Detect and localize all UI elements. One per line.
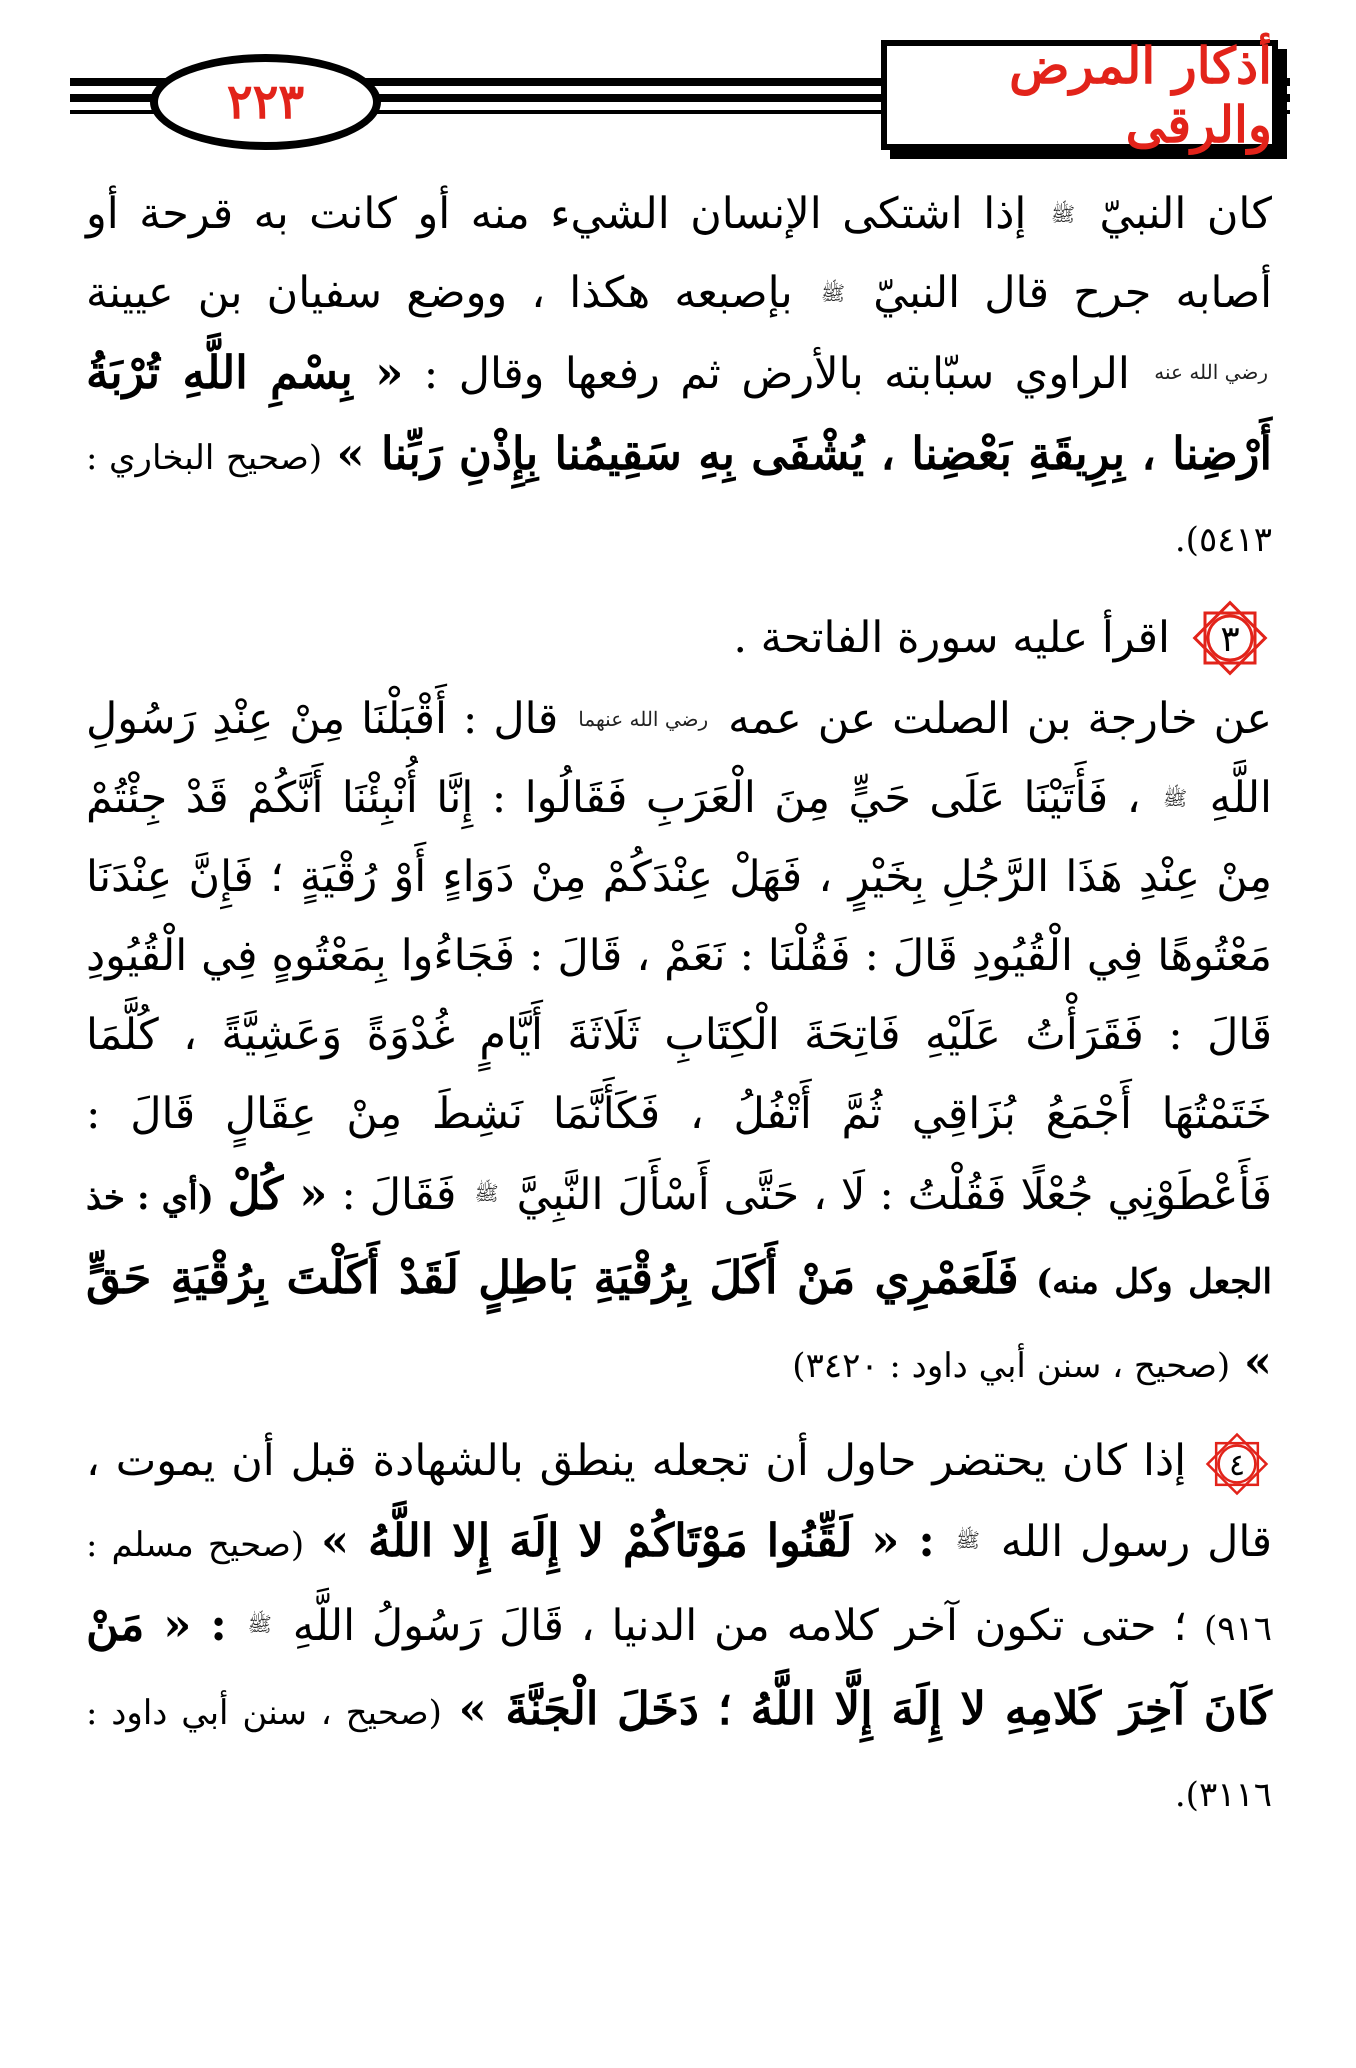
- section-heading-3: [86, 596, 1272, 680]
- text: الراوي سبّابته بالأرض ثم رفعها وقال :: [423, 349, 1130, 399]
- number-badge: [1202, 1429, 1272, 1499]
- paragraph-hadith-fatiha: [86, 680, 1272, 1406]
- dua-quote: « بِسْمِ اللَّهِ تُرْبَةُ أَرْضِنا ، بِرِيقَةِ بَعْضِنا ، يُشْفَى بِهِ سَقِيمُنا بِإِذْنِ رَبِّنا »: [86, 346, 1273, 480]
- quote: : « مَنْ كَانَ آخِرَ كَلامِهِ لا إِلَهَ إِلَّا اللَّهُ ؛ دَخَلَ الْجَنَّةَ »: [86, 1598, 1272, 1735]
- quote: : « لَقِّنُوا مَوْتَاكُمْ لا إِلَهَ إِلا اللَّهُ »: [321, 1514, 935, 1567]
- salutation-glyph: ﷺ: [1050, 202, 1075, 226]
- text: ، فَأَتَيْنَا عَلَى حَيٍّ مِنَ الْعَرَبِ فَقَالُوا : إِنَّا أُنْبِئْنَا أَنَّكُمْ قَدْ جِئْتُمْ مِنْ عِنْدِ هَذَا الرَّجُلِ بِخَيْرٍ ، فَهَلْ عِنْدَكُمْ مِنْ دَوَاءٍ أَوْ رُقْيَةٍ ؛ فَإِنَّ عِنْدَنَا مَعْتُوهًا فِي الْقُيُودِ قَالَ : فَقُلْنَا : نَعَمْ ، قَالَ : فَجَاءُوا بِمَعْتُوهٍ فِي الْقُيُودِ قَالَ : فَقَرَأْتُ عَلَيْهِ فَاتِحَةَ الْكِتَابِ ثَلَاثَةَ أَيَّامٍ غُدْوَةً وَعَشِيَّةً ، كُلَّمَا خَتَمْتُهَا أَجْمَعُ بُزَاقِي ثُمَّ أَتْفُلُ ، فَكَأَنَّمَا نَشِطَ مِنْ عِقَالٍ قَالَ : فَأَعْطَوْنِي جُعْلًا فَقُلْتُ : لَا ، حَتَّى أَسْأَلَ النَّبِيَّ: [86, 773, 1273, 1220]
- paragraph-hadith-turbah: [86, 175, 1272, 580]
- salutation-glyph: ﷺ: [820, 281, 846, 305]
- note: (أي : خذ الجعل وكل منه): [86, 1178, 1272, 1302]
- reference: (صحيح مسلم : ٩١٦): [86, 1525, 1272, 1649]
- quote: « كُلْ: [227, 1167, 328, 1220]
- page-body: [86, 175, 1272, 1835]
- text: فَقَالَ :: [341, 1170, 457, 1220]
- salutation-glyph: ﷺ: [1163, 786, 1188, 810]
- radiya-glyph: رضي الله عنه: [1154, 360, 1268, 384]
- text: كان النبيّ: [1099, 189, 1272, 239]
- page-number: ٢٢٣: [150, 54, 381, 150]
- reference: (صحيح البخاري : ٥٤١٣).: [86, 438, 1272, 560]
- radiya-glyph: رضي الله عنهما: [578, 707, 709, 731]
- badge-number: ٤: [1228, 1447, 1246, 1483]
- text: قال : أَقْبَلْنَا مِنْ عِنْدِ رَسُولِ اللَّهِ: [86, 694, 1272, 823]
- salutation-glyph: ﷺ: [955, 1528, 980, 1552]
- text: ؛ حتى تكون آخر كلامه من الدنيا ، قَالَ رَسُولُ اللَّهِ: [292, 1601, 1188, 1651]
- chapter-title: أذكار المرض والرقى: [881, 40, 1278, 150]
- text: عن خارجة بن الصلت عن عمه: [728, 694, 1272, 744]
- badge-number: ٣: [1220, 619, 1240, 660]
- paragraph-shahada: [86, 1422, 1272, 1835]
- reference: (صحيح ، سنن أبي داود : ٣٤٢٠): [792, 1346, 1231, 1386]
- salutation-glyph: ﷺ: [474, 1181, 499, 1205]
- text: إذا اشتكى الإنسان الشيء منه أو كانت به قرحة أو أصابه جرح قال النبيّ: [86, 189, 1273, 318]
- number-badge: [1188, 596, 1272, 680]
- text: بإصبعه هكذا ، ووضع سفيان بن عيينة: [86, 268, 793, 318]
- reference: (صحيح ، سنن أبي داود : ٣١١٦).: [86, 1693, 1272, 1815]
- quote: فَلَعَمْرِي مَنْ أَكَلَ بِرُقْيَةِ بَاطِلٍ لَقَدْ أَكَلْتَ بِرُقْيَةِ حَقٍّ »: [86, 1251, 1272, 1388]
- section-title: اقرأ عليه سورة الفاتحة .: [733, 612, 1170, 663]
- page-header: [70, 36, 1290, 154]
- salutation-glyph: ﷺ: [247, 1612, 272, 1636]
- text: إذا كان يحتضر حاول أن تجعله ينطق بالشهادة قبل أن يموت ، قال رسول الله: [86, 1436, 1272, 1567]
